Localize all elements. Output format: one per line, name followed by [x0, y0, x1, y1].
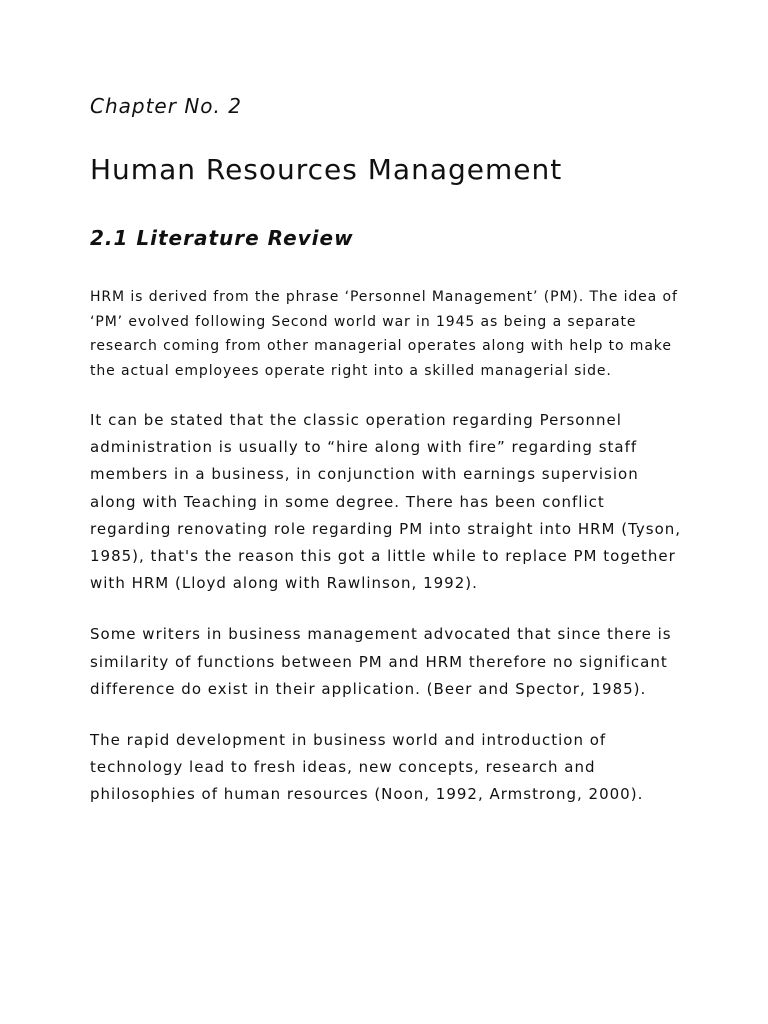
page-content: [90, 92, 690, 809]
paragraph-4: The rapid development in business world and introduction of technology lead to fresh ideas, new concepts, research and philosophies of human resources (Noon, 1992, Armstrong, 2000).: [90, 731, 644, 804]
chapter-title: Human Resources Management: [90, 153, 563, 186]
paragraph-2: It can be stated that the classic operation regarding Personnel administration is usually to “hire along with fire” regarding staff members in a business, in conjunction with earnings supervision along with Teaching in some degree. There has been conflict regarding renovating role regarding PM into straight into HRM (Tyson, 1985), that's the reason this got a little while to replace PM together with HRM (Lloyd along with Rawlinson, 1992).: [90, 411, 682, 593]
paragraph-3: Some writers in business management advocated that since there is similarity of functions between PM and HRM therefore no significant difference do exist in their application. (Beer and Spector, 1985).: [90, 625, 672, 698]
paragraph-1: HRM is derived from the phrase ‘Personnel Management’ (PM). The idea of ‘PM’ evolved following Second world war in 1945 as being a separate research coming from other managerial operates along with help to make the actual employees operate right into a skilled managerial side.: [90, 289, 678, 379]
section-heading: 2.1 Literature Review: [90, 226, 354, 250]
chapter-label: Chapter No. 2: [90, 94, 242, 118]
